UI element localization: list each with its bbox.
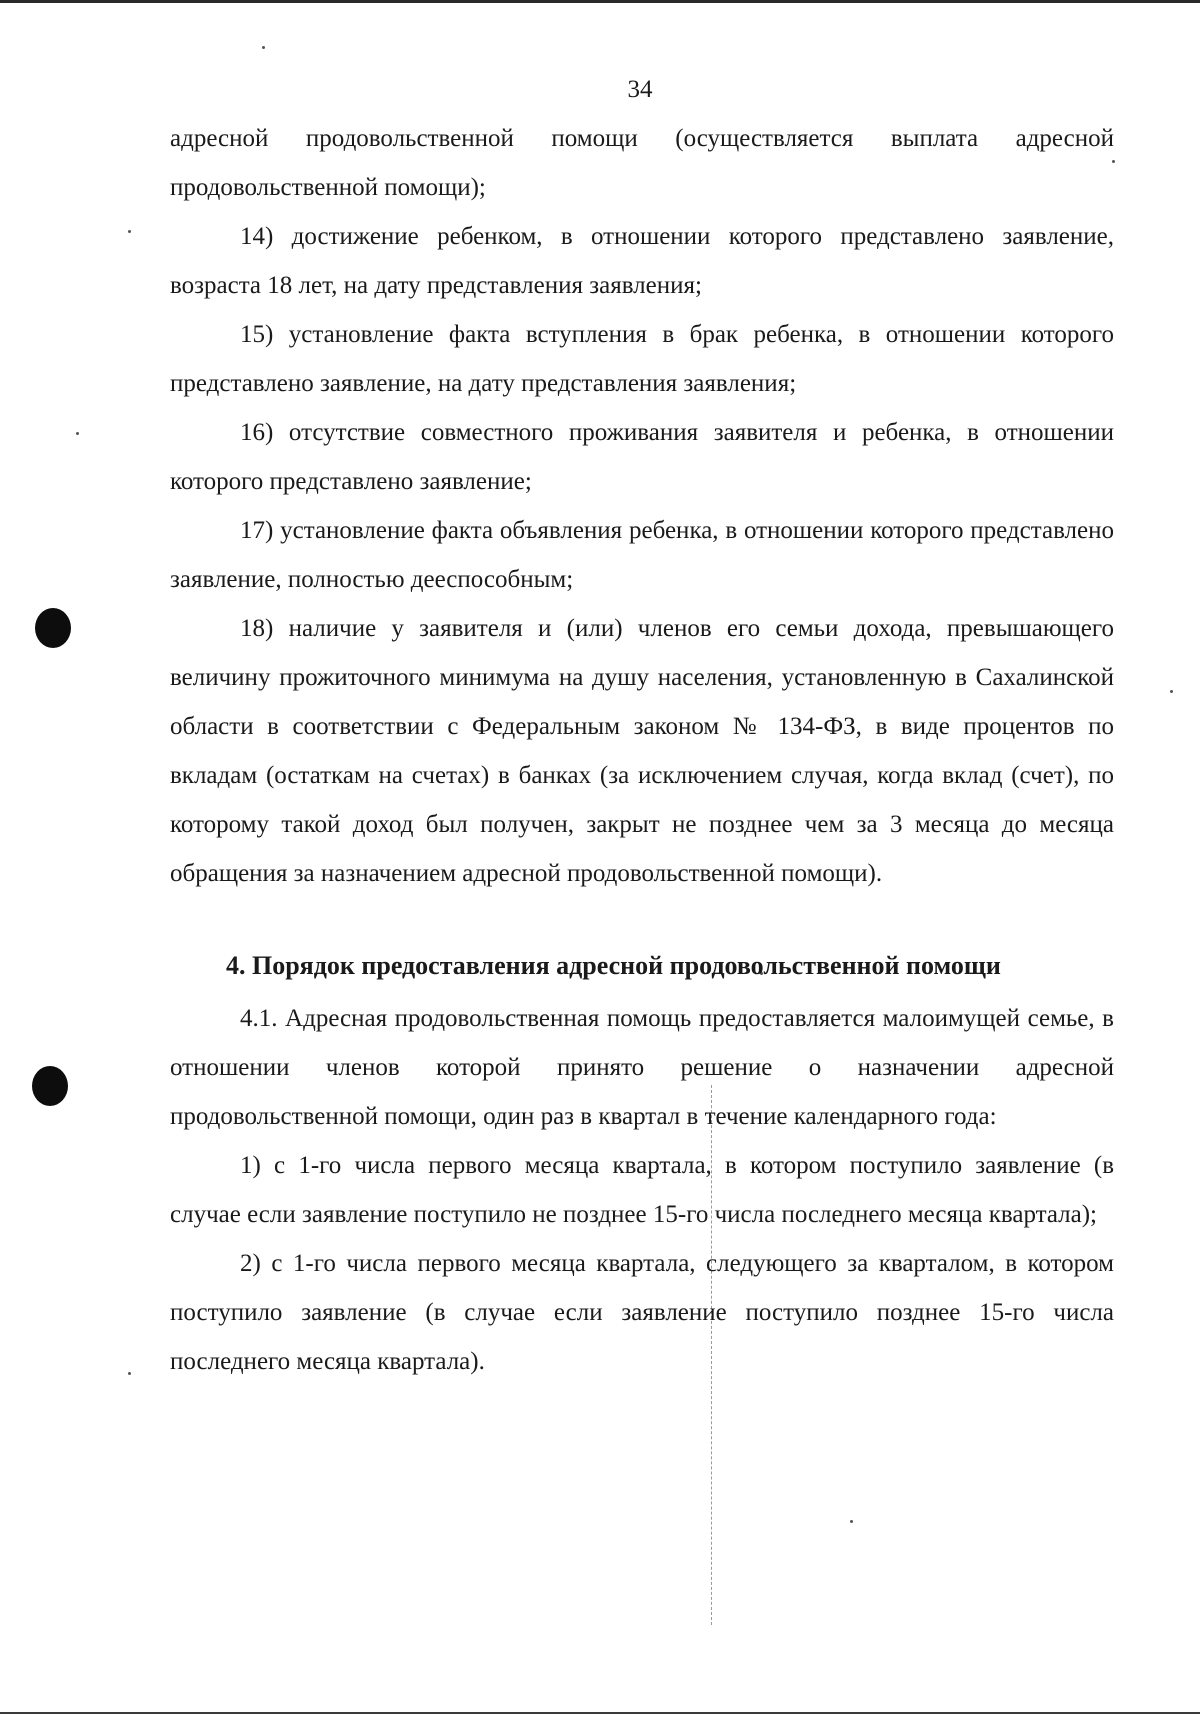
- scan-speck: [1170, 690, 1173, 693]
- clause-4-1-item-1: 1) с 1-го числа первого месяца квартала, в котором поступило заявление (в случае если заявление поступило не позднее 15-го числа последнего месяца квартала);: [170, 1152, 1114, 1228]
- punch-hole-upper: [35, 608, 71, 648]
- list-item-17: 17) установление факта объявления ребенка, в отношении которого представлено заявление, полностью дееспособным;: [170, 517, 1114, 593]
- scan-speck: [76, 432, 79, 435]
- list-item-15: 15) установление факта вступления в брак ребенка, в отношении которого представлено заявление, на дату представления заявления;: [170, 321, 1114, 397]
- list-item-16: 16) отсутствие совместного проживания заявителя и ребенка, в отношении которого представлено заявление;: [170, 419, 1114, 495]
- page-number: 34: [627, 76, 653, 103]
- clause-4-1-item-2: 2) с 1-го числа первого месяца квартала, следующего за кварталом, в котором поступило заявление (в случае если заявление поступило позднее 15-го числа последнего месяца квартала).: [170, 1250, 1114, 1375]
- section-heading: 4. Порядок предоставления адресной продовольственной помощи: [226, 951, 1001, 980]
- paragraph-continuation: адресной продовольственной помощи (осуществляется выплата адресной продовольственной помощи);: [170, 125, 1114, 201]
- clause-4-1: 4.1. Адресная продовольственная помощь предоставляется малоимущей семье, в отношении членов которой принято решение о назначении адресной продовольственной помощи, один раз в квартал в течение календарного года:: [170, 1005, 1114, 1130]
- list-item-14: 14) достижение ребенком, в отношении которого представлено заявление, возраста 18 лет, на дату представления заявления;: [170, 223, 1114, 299]
- document-body: [170, 114, 1114, 1386]
- scan-top-edge: [0, 0, 1200, 3]
- scan-speck: [128, 1372, 131, 1375]
- punch-hole-lower: [32, 1066, 68, 1106]
- scan-speck: [850, 1520, 853, 1523]
- scan-speck: [262, 46, 265, 49]
- list-item-18: 18) наличие у заявителя и (или) членов его семьи дохода, превышающего величину прожиточного минимума на душу населения, установленную в Сахалинской области в соответствии с Федеральным законом № 134-ФЗ, в виде процентов по вкладам (остаткам на счетах) в банках (за исключением случая, когда вклад (счет), по которому такой доход был получен, закрыт не позднее чем за 3 месяца до месяца обращения за назначением адресной продовольственной помощи).: [170, 615, 1114, 887]
- scan-speck: [128, 230, 131, 233]
